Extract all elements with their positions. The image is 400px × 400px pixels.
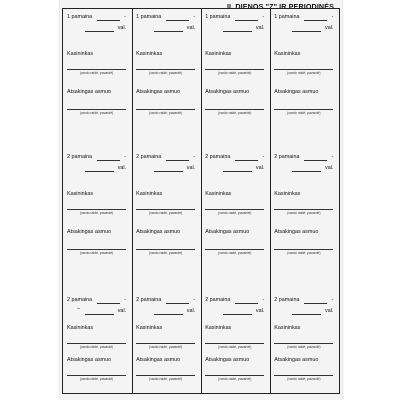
cashier-signature-field[interactable] bbox=[67, 209, 126, 215]
time-field[interactable] bbox=[205, 25, 264, 33]
signature-caption: (vardo raidė, pavardė) bbox=[148, 377, 183, 381]
time-blank bbox=[292, 31, 321, 32]
shift-label: 1 pamaina bbox=[136, 14, 162, 20]
cashier-signature-field[interactable] bbox=[274, 69, 333, 75]
shift-label: 2 pamaina bbox=[67, 154, 93, 160]
signature-caption: (vardo raidė, pavardė) bbox=[218, 377, 252, 381]
shift-date-field[interactable] bbox=[274, 14, 333, 22]
time-blank bbox=[85, 31, 114, 32]
val-label: val. bbox=[117, 25, 127, 31]
dash-label: - bbox=[193, 14, 196, 20]
cashier-signature-field[interactable] bbox=[205, 343, 264, 349]
cashier-label: Kasininkas bbox=[205, 325, 232, 331]
time-field[interactable] bbox=[274, 165, 333, 173]
cashier-signature-field[interactable] bbox=[205, 69, 264, 75]
signature-caption: (vardo raidė, pavardė) bbox=[218, 211, 252, 215]
date-blank bbox=[97, 20, 120, 21]
shift-date-field[interactable] bbox=[205, 14, 264, 22]
time-blank bbox=[154, 31, 183, 32]
signature-caption: (vardo raidė, pavardė) bbox=[79, 377, 114, 381]
dash-label: - bbox=[193, 154, 196, 160]
time-blank bbox=[154, 171, 183, 172]
responsible-person-label: Atsakingas asmuo bbox=[136, 229, 181, 235]
shift-date-field[interactable] bbox=[67, 14, 126, 22]
cashier-label: Kasininkas bbox=[67, 191, 94, 197]
shift-date-field[interactable] bbox=[205, 154, 264, 162]
dash-label: - bbox=[124, 154, 127, 160]
signature-caption: (vardo raidė, pavardė) bbox=[148, 111, 183, 115]
cashier-label: Kasininkas bbox=[274, 191, 301, 197]
responsible-person-label: Atsakingas asmuo bbox=[205, 89, 250, 95]
dash-label: - bbox=[262, 14, 265, 20]
cashier-label: Kasininkas bbox=[205, 51, 232, 57]
date-blank bbox=[235, 160, 258, 161]
val-label: val. bbox=[117, 308, 127, 314]
responsible-signature-field[interactable] bbox=[274, 249, 333, 255]
responsible-signature-field[interactable] bbox=[274, 109, 333, 115]
responsible-signature-field[interactable] bbox=[136, 109, 195, 115]
time-field[interactable] bbox=[136, 25, 195, 33]
shift-block bbox=[63, 149, 339, 289]
time-blank bbox=[292, 171, 321, 172]
responsible-person-label: Atsakingas asmuo bbox=[67, 89, 112, 95]
val-label: val. bbox=[186, 25, 196, 31]
cashier-label: Kasininkas bbox=[67, 325, 94, 331]
date-blank bbox=[166, 20, 189, 21]
shift-cell bbox=[201, 289, 270, 393]
cashier-label: Kasininkas bbox=[136, 325, 163, 331]
dash-label: - bbox=[262, 297, 265, 303]
time-field[interactable] bbox=[136, 308, 195, 316]
signature-caption: (vardo raidė, pavardė) bbox=[148, 345, 183, 349]
shift-cell bbox=[63, 289, 132, 393]
date-blank bbox=[166, 160, 189, 161]
time-blank bbox=[223, 31, 252, 32]
shift-label: 2 pamaina bbox=[274, 154, 300, 160]
time-field[interactable] bbox=[205, 165, 264, 173]
dash-label: - bbox=[331, 154, 334, 160]
shift-label: 1 pamaina bbox=[205, 14, 231, 20]
signature-caption: (vardo raidė, pavardė) bbox=[287, 251, 321, 255]
tick-mark: – bbox=[77, 306, 80, 312]
form-grid bbox=[62, 8, 340, 394]
val-label: val. bbox=[325, 308, 334, 314]
shift-date-field[interactable] bbox=[205, 297, 264, 305]
time-field[interactable] bbox=[67, 165, 126, 173]
shift-cell bbox=[132, 9, 201, 149]
responsible-person-label: Atsakingas asmuo bbox=[274, 89, 319, 95]
time-field[interactable] bbox=[205, 308, 264, 316]
time-blank bbox=[223, 314, 252, 315]
cashier-signature-field[interactable] bbox=[274, 209, 333, 215]
time-field[interactable] bbox=[67, 308, 126, 316]
shift-cell bbox=[270, 289, 339, 393]
document-page bbox=[60, 0, 342, 400]
responsible-signature-field[interactable] bbox=[67, 109, 126, 115]
cashier-signature-field[interactable] bbox=[136, 343, 195, 349]
cashier-label: Kasininkas bbox=[136, 51, 163, 57]
responsible-signature-field[interactable] bbox=[67, 249, 126, 255]
dash-label: - bbox=[331, 14, 334, 20]
shift-date-field[interactable] bbox=[67, 297, 126, 305]
responsible-person-label: Atsakingas asmuo bbox=[274, 357, 319, 363]
cashier-signature-field[interactable] bbox=[136, 209, 195, 215]
shift-label: 2 pamaina bbox=[205, 154, 231, 160]
shift-date-field[interactable] bbox=[67, 154, 126, 162]
val-label: val. bbox=[325, 25, 334, 31]
shift-cell bbox=[63, 149, 132, 289]
time-blank bbox=[292, 314, 321, 315]
cashier-signature-field[interactable] bbox=[136, 69, 195, 75]
date-blank bbox=[304, 20, 327, 21]
shift-date-field[interactable] bbox=[274, 154, 333, 162]
signature-caption: (vardo raidė, pavardė) bbox=[79, 111, 114, 115]
shift-label: 1 pamaina bbox=[274, 14, 300, 20]
date-blank bbox=[97, 303, 120, 304]
signature-caption: (vardo raidė, pavardė) bbox=[79, 251, 114, 255]
time-blank bbox=[154, 314, 183, 315]
val-label: val. bbox=[117, 165, 127, 171]
signature-caption: (vardo raidė, pavardė) bbox=[79, 211, 114, 215]
shift-cell bbox=[63, 9, 132, 149]
dash-label: - bbox=[124, 297, 127, 303]
shift-label: 1 pamaina bbox=[67, 14, 93, 20]
shift-cell bbox=[270, 9, 339, 149]
responsible-person-label: Atsakingas asmuo bbox=[67, 357, 112, 363]
time-field[interactable] bbox=[67, 25, 126, 33]
shift-date-field[interactable] bbox=[136, 297, 195, 305]
date-blank bbox=[235, 303, 258, 304]
shift-date-field[interactable] bbox=[136, 154, 195, 162]
responsible-signature-field[interactable] bbox=[205, 375, 264, 381]
cashier-label: Kasininkas bbox=[67, 51, 94, 57]
shift-cell bbox=[270, 149, 339, 289]
time-field[interactable] bbox=[274, 308, 333, 316]
responsible-person-label: Atsakingas asmuo bbox=[136, 357, 181, 363]
date-blank bbox=[166, 303, 189, 304]
dash-label: - bbox=[262, 154, 265, 160]
val-label: val. bbox=[186, 308, 196, 314]
signature-caption: (vardo raidė, pavardė) bbox=[218, 345, 252, 349]
signature-caption: (vardo raidė, pavardė) bbox=[287, 111, 321, 115]
time-field[interactable] bbox=[274, 25, 333, 33]
time-field[interactable] bbox=[136, 165, 195, 173]
page-title: II. DIENOS "Z" IR PERIODINĖS bbox=[226, 2, 334, 11]
date-blank bbox=[235, 20, 258, 21]
signature-caption: (vardo raidė, pavardė) bbox=[287, 211, 321, 215]
signature-caption: (vardo raidė, pavardė) bbox=[287, 377, 321, 381]
responsible-person-label: Atsakingas asmuo bbox=[67, 229, 112, 235]
shift-block bbox=[63, 9, 339, 149]
responsible-person-label: Atsakingas asmuo bbox=[274, 229, 319, 235]
dash-label: - bbox=[193, 297, 196, 303]
cashier-signature-field[interactable] bbox=[274, 343, 333, 349]
signature-caption: (vardo raidė, pavardė) bbox=[218, 71, 252, 75]
signature-caption: (vardo raidė, pavardė) bbox=[79, 345, 114, 349]
shift-cell bbox=[201, 149, 270, 289]
signature-caption: (vardo raidė, pavardė) bbox=[148, 251, 183, 255]
val-label: val. bbox=[255, 165, 265, 171]
shift-date-field[interactable] bbox=[136, 14, 195, 22]
cashier-label: Kasininkas bbox=[274, 51, 301, 57]
responsible-person-label: Atsakingas asmuo bbox=[205, 357, 250, 363]
shift-cell bbox=[201, 9, 270, 149]
cashier-signature-field[interactable] bbox=[67, 69, 126, 75]
time-blank bbox=[85, 171, 114, 172]
dash-label: - bbox=[331, 297, 334, 303]
shift-date-field[interactable] bbox=[274, 297, 333, 305]
signature-caption: (vardo raidė, pavardė) bbox=[79, 71, 114, 75]
responsible-signature-field[interactable] bbox=[205, 109, 264, 115]
dash-label: - bbox=[124, 14, 127, 20]
date-blank bbox=[304, 303, 327, 304]
signature-caption: (vardo raidė, pavardė) bbox=[148, 71, 183, 75]
time-blank bbox=[85, 314, 114, 315]
cashier-label: Kasininkas bbox=[205, 191, 232, 197]
responsible-person-label: Atsakingas asmuo bbox=[205, 229, 250, 235]
val-label: val. bbox=[255, 308, 265, 314]
val-label: val. bbox=[325, 165, 334, 171]
cashier-label: Kasininkas bbox=[136, 191, 163, 197]
signature-caption: (vardo raidė, pavardė) bbox=[218, 251, 252, 255]
shift-cell bbox=[132, 149, 201, 289]
responsible-signature-field[interactable] bbox=[67, 375, 126, 381]
time-blank bbox=[223, 171, 252, 172]
signature-caption: (vardo raidė, pavardė) bbox=[287, 345, 321, 349]
signature-caption: (vardo raidė, pavardė) bbox=[287, 71, 321, 75]
cashier-signature-field[interactable] bbox=[67, 343, 126, 349]
shift-label: 2 pamaina bbox=[274, 297, 300, 303]
responsible-person-label: Atsakingas asmuo bbox=[136, 89, 181, 95]
responsible-signature-field[interactable] bbox=[136, 375, 195, 381]
responsible-signature-field[interactable] bbox=[274, 375, 333, 381]
shift-label: 2 pamaina bbox=[136, 297, 162, 303]
shift-block bbox=[63, 289, 339, 393]
val-label: val. bbox=[255, 25, 265, 31]
shift-label: 2 pamaina bbox=[136, 154, 162, 160]
signature-caption: (vardo raidė, pavardė) bbox=[148, 211, 183, 215]
signature-caption: (vardo raidė, pavardė) bbox=[218, 111, 252, 115]
responsible-signature-field[interactable] bbox=[205, 249, 264, 255]
shift-label: 2 pamaina bbox=[67, 297, 93, 303]
shift-label: 2 pamaina bbox=[205, 297, 231, 303]
date-blank bbox=[97, 160, 120, 161]
date-blank bbox=[304, 160, 327, 161]
cashier-label: Kasininkas bbox=[274, 325, 301, 331]
val-label: val. bbox=[186, 165, 196, 171]
shift-cell bbox=[132, 289, 201, 393]
responsible-signature-field[interactable] bbox=[136, 249, 195, 255]
cashier-signature-field[interactable] bbox=[205, 209, 264, 215]
